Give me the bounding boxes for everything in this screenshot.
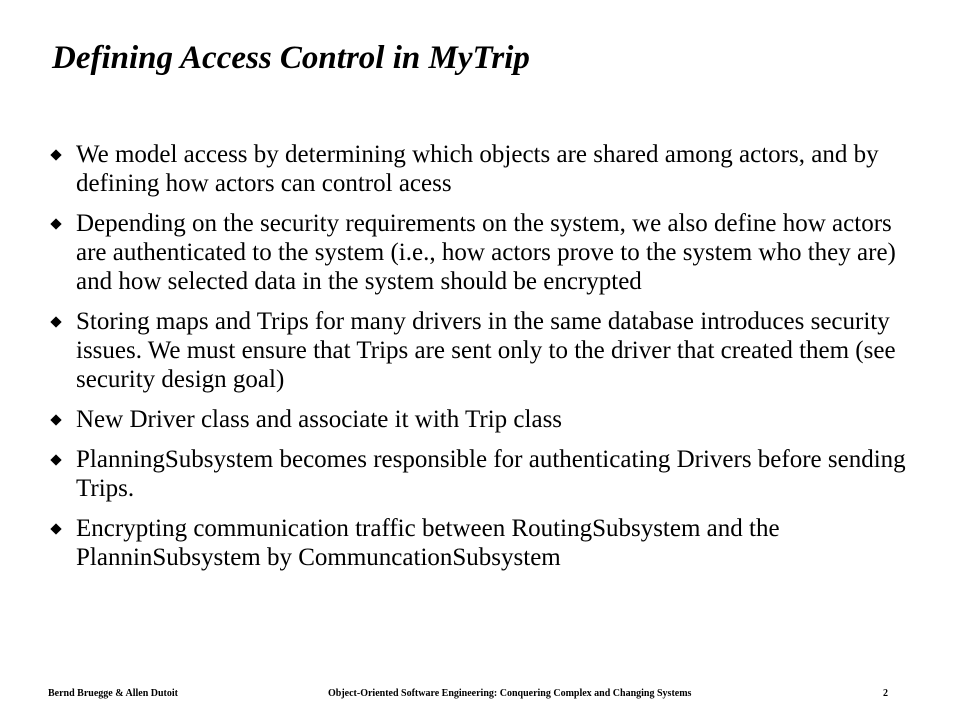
diamond-bullet-icon [50, 414, 61, 425]
bullet-text: PlanningSubsystem becomes responsible for authenticating Drivers before sending Trips. [76, 446, 906, 502]
bullet-item [50, 405, 920, 434]
bullet-item [50, 445, 920, 503]
slide-footer [48, 687, 888, 701]
diamond-bullet-icon [50, 218, 61, 229]
bullet-item [50, 514, 920, 572]
bullet-text: Depending on the security requirements on the system, we also define how actors are authenticated to the system (i.e., how actors prove to the system who they are) and how selected data in the system should be encrypted [76, 210, 896, 295]
bullet-item [50, 140, 920, 198]
page-number: 2 [883, 688, 888, 699]
bullet-text: New Driver class and associate it with Trip class [76, 406, 563, 433]
footer-book-title: Object-Oriented Software Engineering: Conquering Complex and Changing Systems [328, 688, 692, 699]
diamond-bullet-icon [50, 523, 61, 534]
bullet-text: Storing maps and Trips for many drivers in the same database introduces security issues. We must ensure that Trips are sent only to the driver that created them (see security design goal) [76, 308, 896, 393]
diamond-bullet-icon [50, 316, 61, 327]
bullet-list [50, 140, 920, 583]
footer-authors: Bernd Bruegge & Allen Dutoit [48, 688, 178, 699]
bullet-item [50, 209, 920, 296]
diamond-bullet-icon [50, 454, 61, 465]
slide-title: Defining Access Control in MyTrip [52, 40, 530, 76]
bullet-text: We model access by determining which objects are shared among actors, and by defining how actors can control acess [76, 141, 879, 197]
bullet-text: Encrypting communication traffic between RoutingSubsystem and the PlanninSubsystem by CommuncationSubsystem [76, 515, 780, 571]
diamond-bullet-icon [50, 149, 61, 160]
bullet-item [50, 307, 920, 394]
